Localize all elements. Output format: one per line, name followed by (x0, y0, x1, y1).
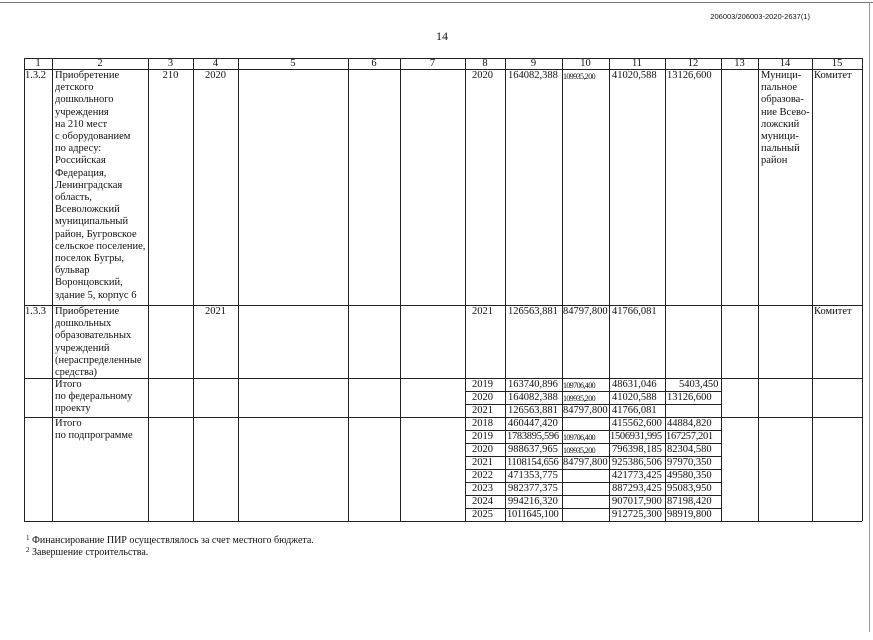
total-year: 2025 (472, 509, 493, 520)
total-c11: 48631,046 (612, 379, 657, 390)
cell-year: 2021 (205, 306, 226, 317)
cell-federal: 109935,200 (563, 72, 596, 81)
header-cell: 6 (371, 58, 377, 69)
cell-total: 164082,388 (508, 70, 558, 81)
total-label: Итого по подпрограмме (55, 418, 133, 442)
total-c9: 994216,320 (508, 496, 558, 507)
header-cell: 13 (734, 58, 745, 69)
total-c12: 49580,350 (667, 470, 712, 481)
total-c10: 109706,400 (563, 381, 596, 390)
total-year: 2024 (472, 496, 493, 507)
footnote-text: Завершение строительства. (32, 547, 149, 558)
cell-recipient: Муници- пальное образова- ние Всево- ложский муници- пальный район (761, 70, 810, 167)
total-c10: 84797,800 (563, 405, 608, 416)
total-c10: 109935,200 (563, 446, 596, 455)
total-c12: 87198,420 (667, 496, 712, 507)
total-c10: 109706,400 (563, 433, 596, 442)
total-year: 2019 (472, 379, 493, 390)
header-cell: 8 (482, 58, 488, 69)
total-c11: 41020,588 (612, 392, 657, 403)
document-number: 206003/206003-2020-2637(1) (710, 12, 810, 21)
total-c9: 1108154,656 (507, 457, 559, 468)
footnote (26, 546, 148, 558)
total-c11: 887293,425 (612, 483, 662, 494)
total-label: Итого по федеральному проекту (55, 379, 133, 415)
total-c12: 44884,820 (667, 418, 712, 429)
cell-federal: 84797,800 (563, 306, 608, 317)
total-c11: 1506931,995 (610, 431, 662, 442)
footnote (26, 534, 314, 546)
total-c9: 1783895,596 (507, 431, 559, 442)
row-number: 1.3.3 (25, 306, 46, 317)
total-c10: 84797,800 (563, 457, 608, 468)
cell-regional: 41766,081 (612, 306, 657, 317)
total-c12: 5403,450 (679, 379, 719, 390)
page-number: 14 (436, 29, 448, 43)
total-c11: 415562,600 (612, 418, 662, 429)
cell-year: 2020 (205, 70, 226, 81)
total-c12: 13126,600 (667, 392, 712, 403)
total-c12: 98919,800 (667, 509, 712, 520)
total-year: 2023 (472, 483, 493, 494)
header-cell: 10 (580, 58, 591, 69)
total-year: 2019 (472, 431, 493, 442)
item-name: Приобретение дошкольных образовательных учреждений (нераспределенные средства) (55, 306, 142, 379)
header-cell: 11 (631, 58, 643, 69)
cell-executor: Комитет (814, 306, 852, 317)
total-c12: 95083,950 (667, 483, 712, 494)
total-c9: 1011645,100 (507, 509, 559, 520)
total-c9: 164082,388 (508, 392, 558, 403)
header-cell: 3 (167, 58, 174, 69)
total-year: 2020 (472, 392, 493, 403)
header-cell: 12 (687, 58, 699, 69)
cell-local: 13126,600 (667, 70, 712, 81)
header-cell: 5 (290, 58, 296, 69)
total-year: 2021 (472, 405, 493, 416)
total-c12: 167257,201 (666, 431, 713, 442)
total-year: 2020 (472, 444, 493, 455)
footnote-mark: 1 (26, 534, 30, 542)
total-year: 2022 (472, 470, 493, 481)
total-c11: 925386,506 (612, 457, 662, 468)
total-c9: 982377,375 (508, 483, 558, 494)
total-year: 2021 (472, 457, 493, 468)
total-c9: 460447,420 (508, 418, 558, 429)
header-cell: 15 (831, 58, 843, 69)
total-c9: 471353,775 (508, 470, 558, 481)
header-cell: 2 (97, 58, 103, 69)
total-c12: 97970,350 (667, 457, 712, 468)
total-c11: 907017,900 (612, 496, 662, 507)
total-c9: 163740,896 (508, 379, 558, 390)
header-cell: 1 (35, 58, 41, 69)
total-c10: 109935,200 (563, 394, 596, 403)
total-year: 2018 (472, 418, 493, 429)
total-c11: 41766,081 (612, 405, 657, 416)
header-cell: 14 (779, 58, 791, 69)
total-c12: 82304,580 (667, 444, 712, 455)
total-c11: 796398,185 (612, 444, 662, 455)
header-cell: 9 (530, 58, 537, 69)
total-c9: 126563,881 (508, 405, 558, 416)
cell-total: 126563,881 (508, 306, 558, 317)
total-c9: 988637,965 (508, 444, 558, 455)
item-name: Приобретение детского дошкольного учреждения на 210 мест с оборудованием по адресу: Российская Федерация, Ленинградская область, Всеволожский муниципальный район, Бугровское сельское поселение, поселок Бугры, бульвар Воронцовский, здание 5, корпус 6 (55, 70, 146, 301)
total-c11: 421773,425 (612, 470, 662, 481)
row-number: 1.3.2 (25, 70, 46, 81)
cell-fin-year: 2021 (472, 306, 493, 317)
cell-fin-year: 2020 (472, 70, 493, 81)
cell-executor: Комитет (814, 70, 852, 81)
cell-regional: 41020,588 (612, 70, 657, 81)
footnote-text: Финансирование ПИР осуществлялось за счет местного бюджета. (32, 535, 314, 546)
header-cell: 4 (212, 58, 219, 69)
cell-capacity: 210 (162, 70, 179, 81)
header-cell: 7 (429, 58, 436, 69)
total-c11: 912725,300 (612, 509, 662, 520)
footnote-mark: 2 (26, 546, 30, 554)
